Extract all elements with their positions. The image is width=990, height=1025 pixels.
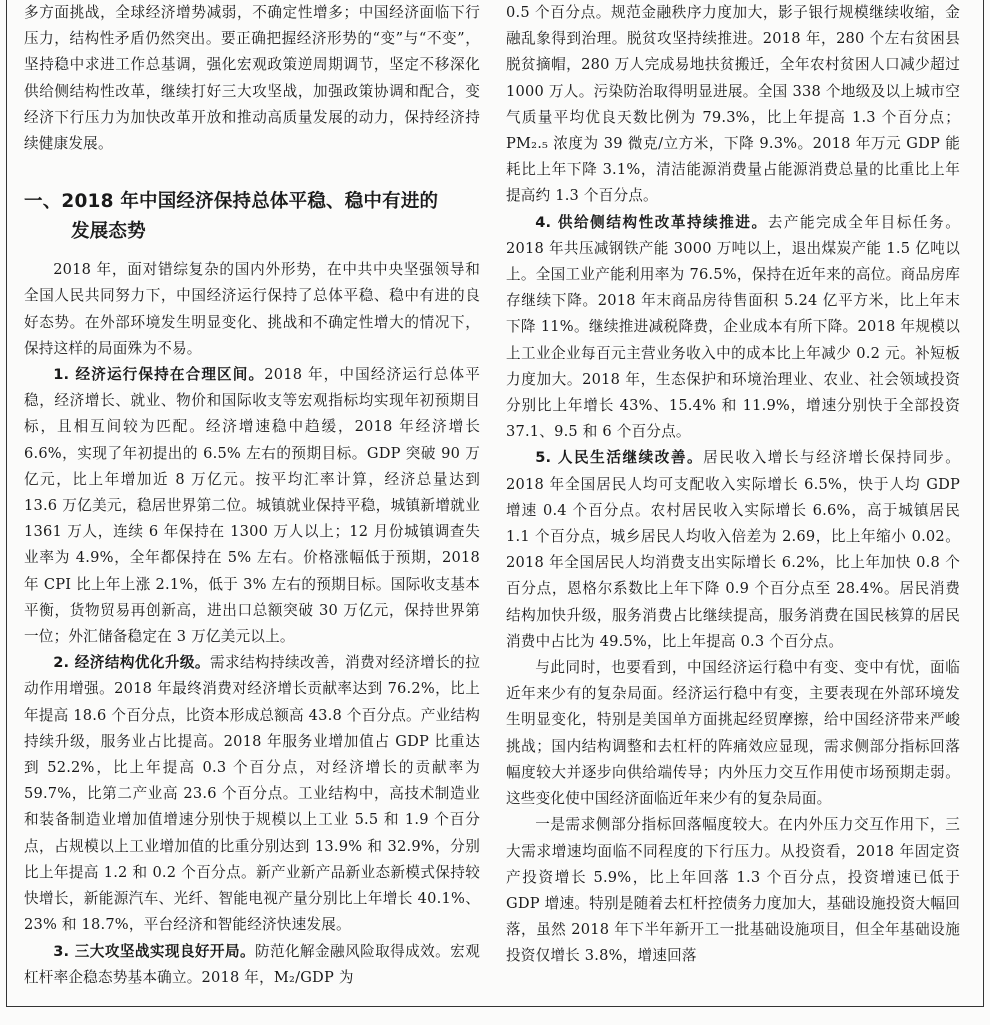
- right-paragraph-1: [506, 210, 960, 446]
- right-paragraph-1-body: 去产能完成全年目标任务。2018 年共压减钢铁产能 3000 万吨以上，退出煤炭产能 1.5 亿吨以上。全国工业产能利用率为 76.5%，保持在近年来的高位。商品房库存继续下降。2018 年末商品房待售面积 5.24 亿平方米，比上年末下降 11%。继续推进减税降费，企业成本有所下降。2018 年规模以上工业企业每百元主营业务收入中的成本比上年减少 0.2 元。补短板力度加大。2018 年，生态保护和环境治理业、农业、社会领域投资分别比上年增长 43%、15.4% 和 11.9%，增速分别快于全部投资 37.1、9.5 和 6 个百分点。: [506, 213, 961, 441]
- right-paragraph-2: [506, 445, 960, 655]
- subheading-2: 2. 经济结构优化升级。: [53, 654, 210, 672]
- left-paragraph-1: 2018 年，面对错综复杂的国内外形势，在中共中央坚强领导和全国人民共同努力下，中国经济运行保持了总体平稳、稳中有进的良好态势。在外部环境发生明显变化、挑战和不确定性增大的情况下，保持这样的局面殊为不易。: [24, 261, 480, 357]
- right-paragraph-2-body: 居民收入增长与经济增长保持同步。2018 年全国居民人均可支配收入实际增长 6.5%，快于人均 GDP 增速 0.4 个百分点。农村居民收入实际增长 6.6%，高于城镇居民 1.1 个百分点，城乡居民人均收入倍差为 2.69，比上年缩小 0.02。2018 年全国居民人均消费支出实际增长 6.2%，比上年加快 0.8 个百分点，恩格尔系数比上年下降 0.9 个百分点至 28.4%。居民消费结构加快升级，服务消费占比继续提高，服务消费在国民核算的居民消费中占比为 49.5%，比上年提高 0.3 个百分点。: [506, 449, 961, 650]
- left-paragraph-2: [24, 362, 480, 650]
- subheading-3: 3. 三大攻坚战实现良好开局。: [53, 942, 255, 960]
- left-paragraph-4: [24, 939, 480, 991]
- left-paragraph-3-body: 需求结构持续改善，消费对经济增长的拉动作用增强。2018 年最终消费对经济增长贡献率达到 76.2%，比上年提高 18.6 个百分点，比资本形成总额高 43.8 个百分点。产业结构持续升级，服务业占比提高。2018 年服务业增加值占 GDP 比重达到 52.2%，比上年提高 0.3 个百分点，对经济增长的贡献率为 59.7%，比第二产业高 23.6 个百分点。工业结构中，高技术制造业和装备制造业增加值增速分别快于规模以上工业 5.5 和 1.9 个百分点，占规模以上工业增加值的比重分别达到 13.9% 和 32.9%，分别比上年提高 1.2 和 0.2 个百分点。新产业新产品新业态新模式保持较快增长，新能源汽车、光纤、智能电视产量分别比上年增长 40.1%、23% 和 18.7%，平台经济和智能经济快速发展。: [24, 654, 480, 934]
- section-heading-line-2: 发展态势: [71, 221, 146, 243]
- subheading-4: 4. 供给侧结构性改革持续推进。: [535, 213, 768, 231]
- subheading-1: 1. 经济运行保持在合理区间。: [53, 366, 265, 384]
- left-column: [24, 0, 480, 991]
- section-heading-line-1: 一、2018 年中国经济保持总体平稳、稳中有进的: [24, 191, 439, 213]
- left-paragraph-2-body: 2018 年，中国经济运行总体平稳，经济增长、就业、物价和国际收支等宏观指标均实现年初预期目标，且相互间较为匹配。经济增速稳中趋缓，2018 年经济增长 6.6%，实现了年初提出的 6.5% 左右的预期目标。GDP 突破 90 万亿元，比上年增加近 8 万亿元。按平均汇率计算，经济总量达到 13.6 万亿美元，稳居世界第二位。城镇就业保持平稳，城镇新增就业 1361 万人，连续 6 年保持在 1300 万人以上；12 月份城镇调查失业率为 4.9%，全年都保持在 5% 左右。价格涨幅低于预期，2018 年 CPI 比上年上涨 2.1%，低于 3% 左右的预期目标。国际收支基本平衡，货物贸易再创新高，进出口总额突破 30 万亿元，保持世界第一位；外汇储备稳定在 3 万亿美元以上。: [24, 366, 481, 646]
- left-paragraph-4-body: 防范化解金融风险取得成效。宏观杠杆率企稳态势基本确立。2018 年，M₂/GDP 为: [24, 942, 480, 986]
- right-paragraph-3: 与此同时，也要看到，中国经济运行稳中有变、变中有忧，面临近年来少有的复杂局面。经济运行稳中有变，主要表现在外部环境发生明显变化，特别是美国单方面挑起经贸摩擦，给中国经济带来严峻挑战；国内结构调整和去杠杆的阵痛效应显现，需求侧部分指标回落幅度较大并逐步向供给端传导；内外压力交互作用使市场预期走弱。这些变化使中国经济面临近年来少有的复杂局面。: [506, 659, 960, 808]
- section-heading: [24, 187, 480, 247]
- right-paragraph-0: 0.5 个百分点。规范金融秩序力度加大，影子银行规模继续收缩，金融乱象得到治理。脱贫攻坚持续推进。2018 年，280 个左右贫困县脱贫摘帽，280 万人完成易地扶贫搬迁，全年农村贫困人口减少超过 1000 万人。污染防治取得明显进展。全国 338 个地级及以上城市空气质量平均优良天数比例为 79.3%，比上年提高 1.3 个百分点；PM₂.₅ 浓度为 39 微克/立方米，下降 9.3%。2018 年万元 GDP 能耗比上年下降 3.1%，清洁能源消费量占能源消费总量的比重比上年提高约 1.3 个百分点。: [506, 4, 960, 205]
- subheading-5: 5. 人民生活继续改善。: [535, 449, 704, 467]
- left-paragraph-0: 多方面挑战，全球经济增势减弱，不确定性增多；中国经济面临下行压力，结构性矛盾仍然突出。要正确把握经济形势的“变”与“不变”，坚持稳中求进工作总基调，强化宏观政策逆周期调节，坚定不移深化供给侧结构性改革，继续打好三大攻坚战，加强政策协调和配合，变经济下行压力为加快改革开放和推动高质量发展的动力，保持经济持续健康发展。: [24, 4, 480, 153]
- right-paragraph-4: 一是需求侧部分指标回落幅度较大。在内外压力交互作用下，三大需求增速均面临不同程度的下行压力。从投资看，2018 年固定资产投资增长 5.9%，比上年回落 1.3 个百分点，投资增速已低于 GDP 增速。特别是随着去杠杆控债务力度加大，基础设施投资大幅回落，虽然 2018 年下半年新开工一批基础设施项目，但全年基础设施投资仅增长 3.8%，增速回落: [506, 816, 960, 965]
- right-column: [506, 0, 960, 970]
- left-paragraph-3: [24, 650, 480, 938]
